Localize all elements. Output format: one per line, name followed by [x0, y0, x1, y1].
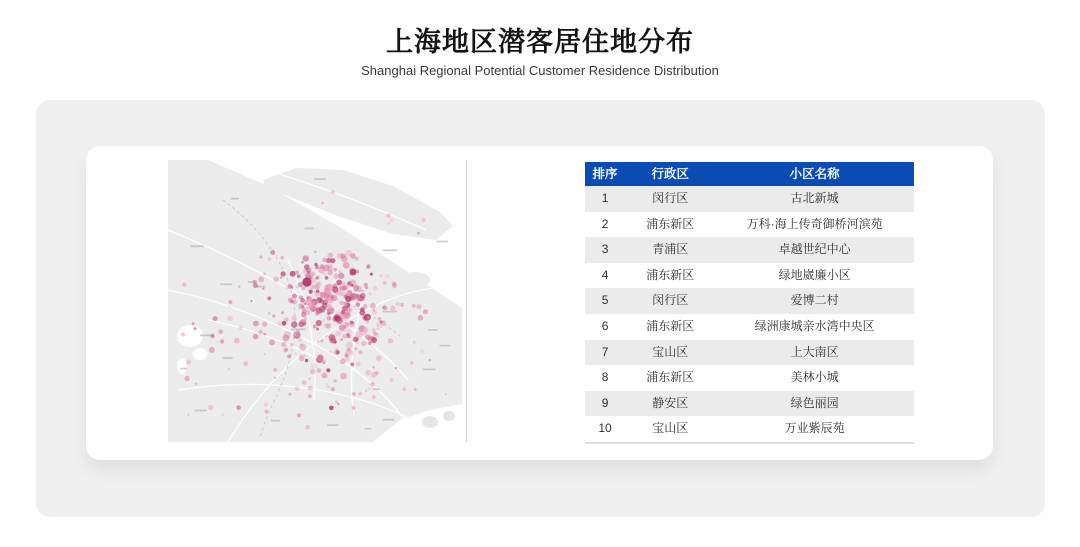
shanghai-map — [168, 160, 462, 442]
shanghai-map-svg — [168, 160, 462, 442]
rank-cell: 5 — [601, 293, 609, 308]
table-row — [585, 212, 914, 238]
table-row — [585, 340, 914, 366]
district-cell: 浦东新区 — [646, 370, 695, 385]
page-subtitle: Shanghai Regional Potential Customer Residence Distribution — [361, 63, 719, 78]
rank-cell: 9 — [601, 395, 609, 410]
rank-cell: 10 — [598, 421, 612, 436]
map-bay-islet — [422, 416, 438, 428]
rank-cell: 6 — [601, 318, 609, 333]
ranking-table — [585, 162, 914, 444]
district-cell: 闵行区 — [652, 191, 689, 205]
map-lake-small-2 — [177, 358, 187, 374]
table-row — [585, 263, 914, 289]
rank-cell: 7 — [601, 344, 609, 359]
column-header-rank: 排序 — [592, 167, 618, 181]
content-panel — [36, 100, 1045, 517]
community-cell: 万业紫辰苑 — [784, 421, 845, 436]
rank-cell: 1 — [601, 191, 609, 205]
community-cell: 上大南区 — [790, 344, 839, 359]
table-row — [585, 416, 914, 442]
community-cell: 绿色丽园 — [790, 395, 839, 410]
map-bay-islet-2 — [443, 411, 455, 421]
table-header-row — [585, 162, 914, 186]
rank-cell: 4 — [601, 267, 609, 282]
community-cell: 绿地崴廉小区 — [778, 267, 851, 282]
community-cell: 卓越世纪中心 — [778, 242, 851, 257]
rank-cell: 2 — [601, 216, 609, 231]
district-cell: 宝山区 — [652, 421, 689, 436]
district-cell: 青浦区 — [652, 242, 689, 257]
community-cell: 美林小城 — [790, 370, 839, 385]
district-cell: 闵行区 — [652, 293, 689, 308]
district-cell: 静安区 — [652, 395, 689, 410]
district-cell: 浦东新区 — [646, 267, 695, 282]
content-card — [86, 146, 993, 460]
table-row — [585, 237, 914, 263]
community-cell: 万科·海上传奇御桥河滨苑 — [746, 216, 883, 231]
column-header-district: 行政区 — [651, 167, 689, 181]
map-lake-small — [193, 348, 207, 360]
table-row — [585, 186, 914, 212]
table-row — [585, 314, 914, 340]
vertical-divider — [466, 160, 467, 442]
page-title: 上海地区潜客居住地分布 — [386, 27, 694, 57]
community-cell: 爱博二村 — [790, 293, 839, 308]
map-hengsha-island — [400, 272, 430, 288]
map-lake — [177, 325, 203, 347]
district-cell: 浦东新区 — [646, 216, 695, 231]
community-cell: 古北新城 — [790, 191, 839, 205]
community-cell: 绿洲康城亲水湾中央区 — [754, 318, 875, 333]
column-header-community: 小区名称 — [789, 167, 840, 181]
rank-cell: 3 — [601, 242, 609, 257]
table-row — [585, 391, 914, 417]
page-header — [0, 0, 1080, 79]
table-row — [585, 365, 914, 391]
district-cell: 浦东新区 — [646, 318, 695, 333]
table-body — [585, 186, 914, 442]
rank-cell: 8 — [601, 370, 609, 385]
table-row — [585, 288, 914, 314]
district-cell: 宝山区 — [652, 344, 689, 359]
